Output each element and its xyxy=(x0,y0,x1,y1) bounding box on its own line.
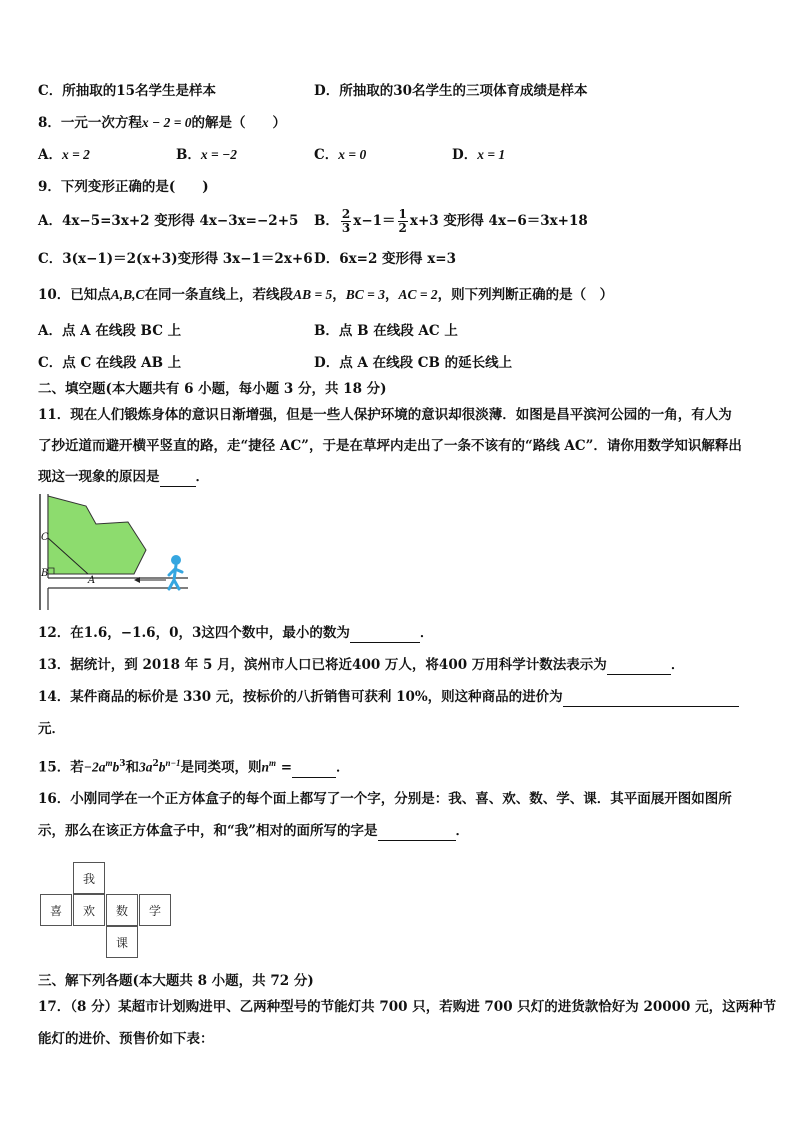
q8-equation: x − 2 = 0 xyxy=(141,115,192,130)
q10-option-d: D．点 A 在线段 CB 的延长线上 xyxy=(314,355,513,371)
q10-option-c: C．点 C 在线段 AB 上 xyxy=(38,355,182,371)
fig-label-a: A xyxy=(88,575,96,586)
section-3-heading: 三、解下列各题(本大题共 8 小题，共 72 分) xyxy=(38,973,314,989)
q7-option-d: D．所抽取的30名学生的三项体育成绩是样本 xyxy=(314,83,588,99)
cube-face-huan: 欢 xyxy=(73,894,105,926)
q11-line-2: 了抄近道而避开横平竖直的路，走“捷径 AC”，于是在草坪内走出了一条不该有的“路线 AC”．请你用数学知识解释出 xyxy=(38,438,742,454)
q13: 13．据统计，到 2018 年 5 月，滨州市人口已将近400 万人，将400 万用科学计数法表示为 ． xyxy=(38,657,685,673)
q9-option-c: C．3(x−1)＝2(x+3)变形得 3x−1＝2x+6 xyxy=(38,251,313,267)
q9-option-d: D．6x=2 变形得 x=3 xyxy=(314,251,457,267)
q10-option-a: A．点 A 在线段 BC 上 xyxy=(38,323,182,339)
q11-line-1: 11．现在人们锻炼身体的意识日渐增强，但是一些人保护环境的意识却很淡薄．如图是昌平滨河公园的一角，有人为 xyxy=(38,407,732,423)
q8-option-d: D．x = 1 xyxy=(452,147,506,163)
q9-fraction-one-half: $\frac{1}{2}$ xyxy=(398,207,407,235)
q11-line-3: 现这一现象的原因是 ． xyxy=(38,469,209,485)
q12: 12．在1.6，−1.6，0，3这四个数中，最小的数为 ． xyxy=(38,625,434,641)
q13-answer-blank[interactable] xyxy=(607,656,671,675)
q14: 14．某件商品的标价是 330 元，按标价的八折销售可获利 10%，则这种商品的进价为 xyxy=(38,688,739,707)
q9-fraction-two-thirds: $\frac{2}{3}$ xyxy=(341,207,351,235)
q10-stem: 10．已知点A,B,C在同一条直线上，若线段AB = 5，BC = 3，AC = 2，则下列判断正确的是（ ） xyxy=(38,287,614,303)
q17-line-1: 17．（8 分）某超市计划购进甲、乙两种型号的节能灯共 700 只，若购进 700 只灯的进货款恰好为 20000 元，这两种节 xyxy=(38,999,777,1015)
q7-option-c: C．所抽取的15名学生是样本 xyxy=(38,83,217,99)
q16-line-2: 示，那么在该正方体盒子中，和“我”相对的面所写的字是 ． xyxy=(38,823,470,839)
q14-answer-blank[interactable] xyxy=(563,688,739,707)
cube-face-xi: 喜 xyxy=(40,894,72,926)
q9-option-a: A．4x−5=3x+2 变形得 4x−3x=−2+5 xyxy=(38,213,299,229)
person-head-icon xyxy=(171,555,181,565)
cube-face-ke: 课 xyxy=(106,926,138,958)
q14-unit: 元． xyxy=(38,721,65,737)
q8-option-c: C．x = 0 xyxy=(314,147,367,163)
q9-option-b: B． $\frac{2}{3}$ x−1＝ $\frac{1}{2}$ x+3 变形得 4x−6＝3x+18 xyxy=(314,207,588,235)
q8-stem: 8．一元一次方程x − 2 = 0的解是（ ） xyxy=(38,115,287,131)
fig-label-c: C xyxy=(41,532,49,543)
q15: 15．若$-2a^mb^3$和$3a^2b^{n-1}$是同类项，则$n^m$ = ． xyxy=(38,758,350,776)
cube-face-shu: 数 xyxy=(106,894,138,926)
q8-option-b: B．x = −2 xyxy=(176,147,238,163)
fig-label-b: B xyxy=(41,568,49,579)
q12-answer-blank[interactable] xyxy=(350,624,420,643)
q16-answer-blank[interactable] xyxy=(378,822,456,841)
q11-answer-blank[interactable] xyxy=(160,468,196,487)
q10-option-b: B．点 B 在线段 AC 上 xyxy=(314,323,458,339)
q9-stem: 9．下列变形正确的是( ) xyxy=(38,179,209,195)
person-body-icon xyxy=(169,565,182,589)
cube-face-xue: 学 xyxy=(139,894,171,926)
section-2-heading: 二、填空题(本大题共有 6 小题，每小题 3 分，共 18 分) xyxy=(38,381,387,397)
q15-answer-blank[interactable] xyxy=(292,759,336,778)
cube-face-wo: 我 xyxy=(73,862,105,894)
q16-line-1: 16．小刚同学在一个正方体盒子的每个面上都写了一个字，分别是：我、喜、欢、数、学、课．其平面展开图如图所 xyxy=(38,791,732,807)
q11-park-figure xyxy=(36,492,196,614)
q17-line-2: 能灯的进价、预售价如下表： xyxy=(38,1031,214,1047)
lawn-shape xyxy=(48,496,146,574)
q8-option-a: A．x = 2 xyxy=(38,147,90,163)
